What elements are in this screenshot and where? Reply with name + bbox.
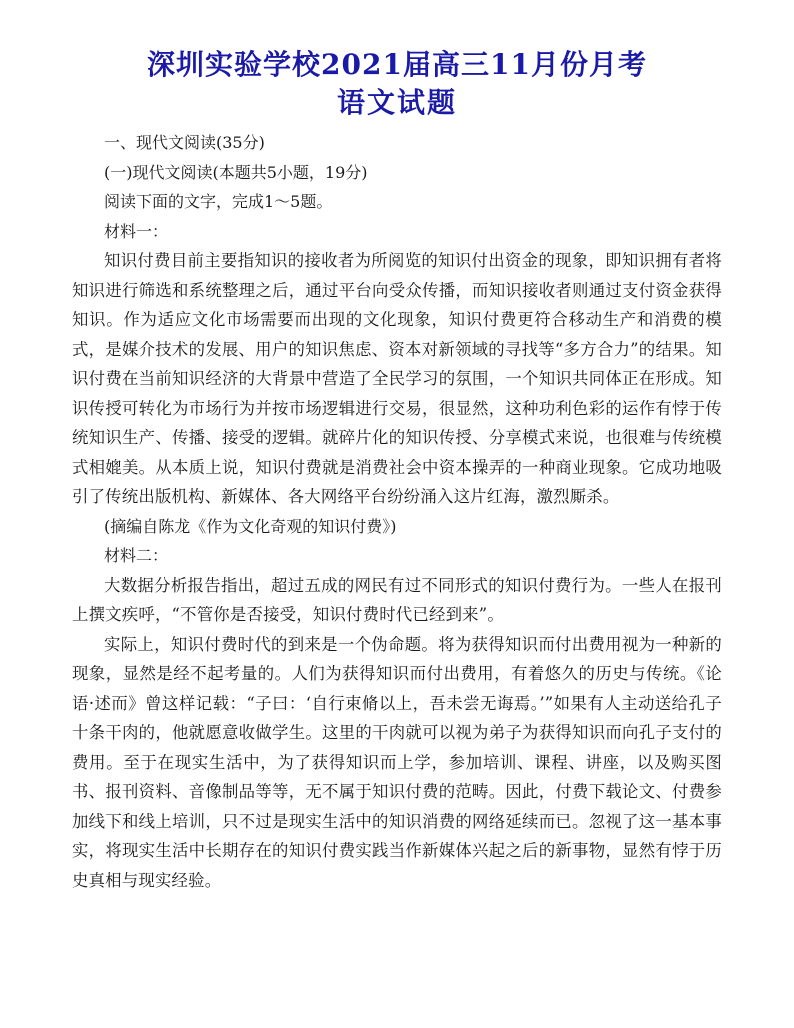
material-one-text: 知识付费目前主要指知识的接收者为所阅览的知识付出资金的现象，即知识拥有者将知识进行筛选和系统整理之后，通过平台向受众传播，而知识接收者则通过支付资金获得知识。作为适应文化市场需要而出现的文化现象，知识付费更符合移动生产和消费的模式，是媒介技术的发展、用户的知识焦虑、资本对新领域的寻找等“多方合力”的结果。知识付费在当前知识经济的大背景中营造了全民学习的氛围，一个知识共同体正在形成。知识传授可转化为市场行为并按市场逻辑进行交易，很显然，这种功利色彩的运作有悖于传统知识生产、传播、接受的逻辑。就碎片化的知识传授、分享模式来说，也很难与传统模式相媲美。从本质上说，知识付费就是消费社会中资本操弄的一种商业现象。它成功地吸引了传统出版机构、新媒体、各大网络平台纷纷涌入这片红海，激烈厮杀。 [72,251,722,506]
page-title: 深圳实验学校2021届高三11月份月考 [147,48,647,81]
material-two-label: 材料二： [104,546,169,565]
material-one-source: (摘编自陈龙《作为文化奇观的知识付费》) [104,516,397,536]
material-one-label: 材料一： [104,221,169,241]
section-heading: 一、现代文阅读(35分) [104,133,265,152]
material-two-paragraph-1: 大数据分析报告指出，超过五成的网民有过不同形式的知识付费行为。一些人在报刊上撰文疾呼，“不管你是否接受，知识付费时代已经到来”。 [72,575,722,624]
material-two-paragraph-2: 实际上，知识付费时代的到来是一个伪命题。将为获得知识而付出费用视为一种新的现象，显然是经不起考量的。人们为获得知识而付出费用，有着悠久的历史与传统。《论语·述而》曾这样记载：“子曰：‘自行束脩以上，吾未尝无诲焉。’”如果有人主动送给孔子十条干肉的，他就愿意收做学生。这里的干肉就可以视为弟子为获得知识而向孔子支付的费用。至于在现实生活中，为了获得知识而上学，参加培训、课程、讲座，以及购买图书、报刊资料、音像制品等等，无不属于知识付费的范畴。因此，付费下载论文、付费参加线下和线上培训，只不过是现实生活中的知识消费的网络延续而已。忽视了这一基本事实，将现实生活中长期存在的知识付费实践当作新媒体兴起之后的新事物，显然有悖于历史真相与现实经验。 [72,634,722,890]
page-subtitle: 语文试题 [336,86,457,119]
subsection-heading: (一)现代文阅读(本题共5小题，19分) [104,162,368,182]
reading-instruction: 阅读下面的文字，完成1～5题。 [104,192,333,211]
